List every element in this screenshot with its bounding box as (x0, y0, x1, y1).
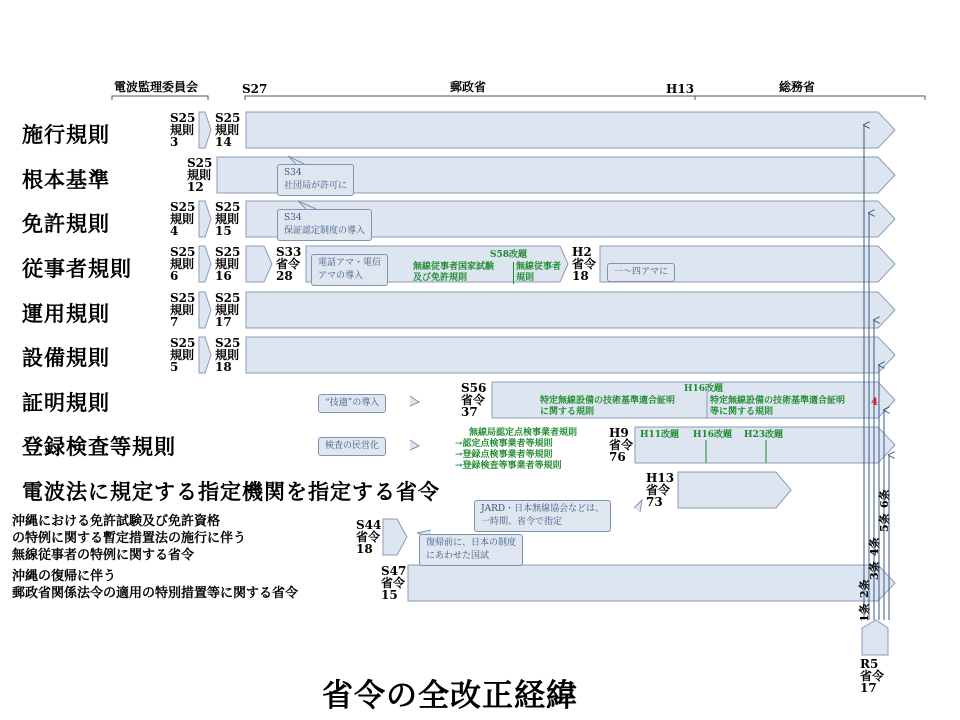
tick-r4b-kind: 規則 (215, 257, 240, 271)
tick-r3a (170, 201, 195, 237)
tick-r6a-no: 5 (170, 360, 179, 374)
green-h11: H11改題 (640, 430, 680, 440)
article-4: 4条 (868, 537, 881, 556)
tick-r3b-kind: 規則 (215, 212, 240, 226)
tick-r4a-era: S25 (170, 245, 196, 259)
r5-block (862, 620, 888, 655)
tick-r1a-era: S25 (170, 111, 196, 125)
tick-r7a-kind: 省令 (461, 393, 486, 407)
era-h13: H13 (666, 82, 695, 96)
tick-r4c-kind: 省令 (276, 257, 301, 271)
green-tokutei2-line1: 特定無線設備の技術基準適合証明 (710, 396, 846, 406)
callout-ichi: 一～四アマに (607, 263, 675, 282)
row-label-7: 証明規則 (22, 390, 110, 415)
tick-r4b (215, 246, 240, 282)
tick-r5b (215, 292, 240, 328)
callout-fukki (419, 534, 523, 566)
green-jujisha-line1: 無線従事者 (516, 262, 562, 272)
tick-r4b-no: 16 (215, 269, 232, 283)
okinawa2-label (12, 568, 298, 602)
tick-r6a-era: S25 (170, 336, 196, 350)
tick-r4a (170, 246, 195, 282)
green-registered (455, 428, 577, 472)
row-label-3: 免許規則 (22, 211, 110, 236)
tick-r4d (572, 246, 596, 282)
tick-r7a-era: S56 (461, 381, 487, 395)
bar-row1 (199, 112, 895, 148)
callout-amateur-line1: 電話アマ・電信 (318, 258, 382, 268)
callout-jard-line1: JARD・日本無線協会などは、 (481, 504, 605, 514)
tick-r3a-era: S25 (170, 200, 196, 214)
green-registered-line2: →認定点検事業者等規則 (455, 439, 553, 449)
bar-okinawa1 (383, 519, 407, 555)
tick-r1a-kind: 規則 (170, 123, 195, 137)
callout-amateur-line2: アマの導入 (318, 271, 364, 281)
tick-r5-no: 17 (860, 681, 877, 695)
tick-r1b-era: S25 (215, 111, 241, 125)
tick-r7a-no: 37 (461, 405, 478, 419)
tick-r9a-no: 73 (646, 495, 663, 509)
okinawa1-line3: 無線従事者の特例に関する省令 (12, 548, 195, 563)
green-tokutei1-line2: に関する規則 (540, 407, 595, 417)
era-committee: 電波監理委員会 (114, 80, 199, 94)
tick-o1 (356, 519, 381, 555)
tick-r6b-era: S25 (215, 336, 241, 350)
tick-r5a (170, 292, 195, 328)
green-jujisha-line2: 規則 (516, 273, 535, 283)
tick-o2-kind: 省令 (381, 576, 406, 590)
okinawa1-line2: の特例に関する暫定措置法の施行に伴う (12, 531, 247, 546)
green-tokutei2 (710, 396, 845, 418)
row-label-5: 運用規則 (22, 301, 110, 326)
tick-r3b-no: 15 (215, 224, 232, 238)
page-title: 省令の全改正経緯 (322, 678, 578, 714)
article-1: 1条 (858, 603, 871, 622)
tick-r3b (215, 201, 240, 237)
tick-r7a (461, 382, 486, 418)
tick-r2a-era: S25 (187, 156, 213, 170)
row-label-1: 施行規則 (22, 122, 110, 147)
tick-r3a-no: 4 (170, 224, 179, 238)
tick-r1a (170, 112, 195, 148)
tick-r6b (215, 337, 240, 373)
tick-r9a (646, 472, 674, 508)
tick-r4c-no: 28 (276, 269, 293, 283)
article-6: 6条 (878, 489, 891, 508)
callout-s34-warranty-text: 保証認定制度の導入 (284, 226, 366, 236)
tick-r8a-kind: 省令 (609, 438, 634, 452)
tick-r2a-no: 12 (187, 180, 204, 194)
okinawa1-line1: 沖縄における免許試験及び免許資格 (12, 514, 221, 529)
era-brackets (112, 96, 925, 100)
tick-o2 (381, 565, 406, 601)
tick-r6a (170, 337, 195, 373)
tick-r4c (276, 246, 301, 282)
callout-fukki-line1: 復帰前に、日本の制度 (426, 538, 517, 548)
tick-r9a-era: H13 (646, 471, 675, 485)
tick-r6a-kind: 規則 (170, 348, 195, 362)
green-registered-line4: →登録検査等事業者等規則 (455, 461, 562, 471)
era-s27: S27 (242, 82, 268, 96)
green-tokutei1-line1: 特定無線設備の技術基準適合証明 (540, 396, 676, 406)
green-h16b: H16改題 (693, 430, 733, 440)
era-mic: 総務省 (779, 80, 816, 94)
row-label-2: 根本基準 (22, 167, 110, 192)
tick-r6b-no: 18 (215, 360, 232, 374)
bar-row6 (199, 337, 895, 373)
tick-o1-no: 18 (356, 542, 373, 556)
green-exam-line1: 無線従事者国家試験 (413, 262, 495, 272)
tick-r1a-no: 3 (170, 135, 179, 149)
green-tokutei1 (540, 396, 675, 418)
tick-r4d-kind: 省令 (572, 257, 597, 271)
bar-okinawa2 (408, 565, 895, 601)
tick-r4d-era: H2 (572, 245, 592, 259)
tick-r5b-kind: 規則 (215, 303, 240, 317)
era-mpt: 郵政省 (450, 80, 487, 94)
tick-r2a (187, 157, 212, 193)
tick-r5a-no: 7 (170, 315, 179, 329)
tick-r2a-kind: 規則 (187, 168, 212, 182)
tick-r5b-no: 17 (215, 315, 232, 329)
callout-s34-warranty (277, 209, 372, 241)
tick-r6b-kind: 規則 (215, 348, 240, 362)
row-label-8: 登録検査等規則 (22, 434, 176, 459)
tick-r5a-kind: 規則 (170, 303, 195, 317)
green-jujisha (513, 262, 561, 284)
okinawa1-label (12, 513, 246, 564)
tick-r8a-no: 76 (609, 450, 626, 464)
tick-o2-era: S47 (381, 564, 407, 578)
tick-r3b-era: S25 (215, 200, 241, 214)
okinawa2-line2: 郵政省関係法令の適用の特別措置等に関する省令 (12, 586, 299, 601)
tick-r9a-kind: 省令 (646, 483, 671, 497)
callout-amateur (311, 254, 388, 286)
tick-r5a-era: S25 (170, 291, 196, 305)
callout-fukki-line2: にあわせた国試 (426, 551, 490, 561)
green-registered-line3: →登録点検事業者等規則 (455, 450, 553, 460)
green-exam-line2: 及び免許規則 (413, 273, 468, 283)
tick-o2-no: 15 (381, 588, 398, 602)
tick-r8a-era: H9 (609, 426, 629, 440)
tick-r5 (860, 658, 884, 694)
tick-r4a-no: 6 (170, 269, 179, 283)
green-s58: S58改題 (490, 250, 528, 260)
tick-r1b (215, 112, 240, 148)
tick-r3a-kind: 規則 (170, 212, 195, 226)
article-2: 2条 (858, 579, 871, 598)
tick-r1b-no: 14 (215, 135, 232, 149)
callout-s34-club-text: 社団局が許可に (284, 181, 348, 191)
tick-r8a (609, 427, 633, 463)
red-mark: 4 (871, 397, 878, 408)
tick-r4c-era: S33 (276, 245, 302, 259)
tick-r5-era: R5 (860, 657, 879, 671)
callout-jard (474, 500, 611, 532)
tick-r4b-era: S25 (215, 245, 241, 259)
callout-kensa: 検査の民営化 (318, 437, 386, 456)
bar-row5 (199, 292, 895, 328)
callout-jard-line2: 一時期、省令で指定 (481, 517, 563, 527)
tick-r4a-kind: 規則 (170, 257, 195, 271)
callout-s34-club-year: S34 (284, 168, 302, 178)
tick-r4d-no: 18 (572, 269, 589, 283)
article-5: 5条 (878, 513, 891, 532)
callout-s34-warranty-year: S34 (284, 213, 302, 223)
green-tokutei2-line2: 等に関する規則 (710, 407, 774, 417)
article-3: 3条 (868, 561, 881, 580)
row-label-9: 電波法に規定する指定機関を指定する省令 (22, 479, 440, 504)
row-label-6: 設備規則 (22, 345, 110, 370)
tick-o1-kind: 省令 (356, 530, 381, 544)
green-h16: H16改題 (684, 384, 724, 394)
bar-row9 (678, 472, 791, 508)
green-exam (413, 262, 494, 284)
tick-r5-kind: 省令 (860, 669, 885, 683)
tick-r5b-era: S25 (215, 291, 241, 305)
tick-r1b-kind: 規則 (215, 123, 240, 137)
green-registered-line1: 無線局認定点検事業者規則 (469, 428, 578, 438)
callout-s34-club (277, 164, 354, 196)
okinawa2-line1: 沖縄の復帰に伴う (12, 569, 117, 584)
green-h23: H23改題 (744, 430, 784, 440)
tick-o1-era: S44 (356, 518, 382, 532)
callout-giteki: “技適”の導入 (318, 394, 386, 413)
row-label-4: 従事者規則 (22, 256, 132, 281)
